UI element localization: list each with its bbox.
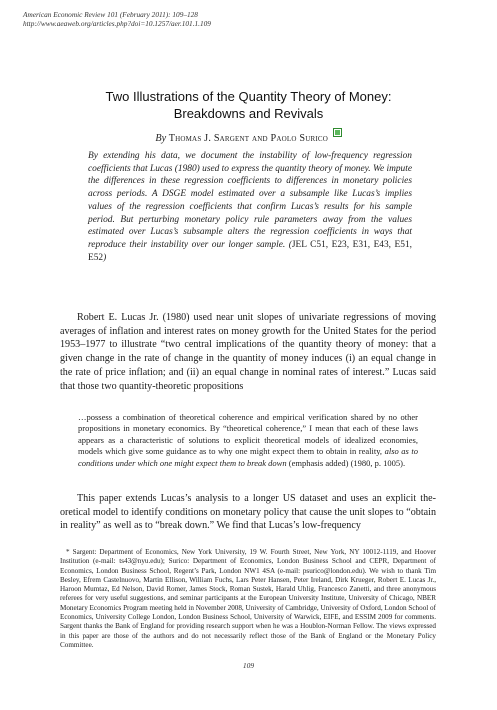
page-number: 109 (242, 661, 255, 670)
quote-citation: (emphasis added) (1980, p. 1005). (286, 457, 406, 468)
journal-citation: American Economic Review 101 (February 2011): 109–128 (23, 10, 198, 19)
jel-codes: JEL C51, E23, E31, E43, E51, E52 (88, 239, 412, 263)
body-paragraph-2: This paper extends Lucas’s analysis to a longer US dataset and uses an explicit theoretical model to identify conditions on monetary policy that cause the unit slopes to “obtain in reality” as well as to “break down.” We find that Lucas’s low-frequency (60, 493, 436, 532)
quote-emphasis: also as to conditions under which one might expect them to break down (78, 446, 419, 468)
block-quote (78, 412, 418, 469)
quote-text: …possess a combination of theoretical coherence and empirical verification shared by no other propositions in monetary economics. By “theoretical coherence,” I mean that each of these laws appears as a characteristic of solutions to explicit theoretical models of idealized economies, models which give some guidance as to why one might expect them to obtain in reality, (78, 412, 418, 457)
body-paragraph-1: Robert E. Lucas Jr. (1980) used near unit slopes of univariate regressions of moving averages of inflation and interest rates on money growth for the United States for the period 1953–1977 to illustrate “two central implications of the quantity theory of money: that a given change in the rate of change in the quantity of money induces (i) an equal change in the rate of price inflation; and (ii) an equal change in nominal rates of interest.” Lucas said that those two quantity-theoretic propositions (60, 312, 436, 392)
abstract-text: By extending his data, we document the instability of low-frequency regression coefficients that Lucas (1980) used to express the quantity theory of money. We impute the differences in these regression coefficients to differences in monetary policies across periods. A DSGE model estimated over a subsample like Lucas’s implies values of the regression coefficients that confirm Lucas’s results for his sample period. But perturbing monetary policy rule parameters away from the values estimated over Lucas’s subsample alters the regression coefficients in ways that reproduce their instability over our longer sample. ( (88, 151, 412, 250)
title-line-2: Breakdowns and Revivals (173, 106, 324, 121)
title-line-1: Two Illustrations of the Quantity Theory of Money: (105, 89, 392, 104)
doi-link[interactable]: http://www.aeaweb.org/articles.php?doi=10.1257/aer.101.1.109 (23, 19, 211, 28)
author-names: Thomas J. Sargent and Paolo Surico (168, 133, 329, 144)
author-footnote: * Sargent: Department of Economics, New York University, 19 W. Fourth Street, New York, NY 10012-1119, and Hoover Institution (e-mail: ts43@nyu.edu); Surico: Department of Economics, London Business School and CEPR, Department of Economics, London Business School, Regent’s Park, London NW1 4SA (e-mail: psurico@london.edu). We wish to thank Tim Besley, Efrem Castelnuovo, Martin Ellison, William Fuchs, Lars Peter Hansen, Peter Ireland, Dirk Krueger, Robert E. Lucas Jr., Haroon Mumtaz, Ed Nelson, David Romer, James Stock, Roman Sustek, Harald Uhlig, Francesco Zanetti, and three anonymous referees for very useful suggestions, and seminar participants at the European University Institute, University of Chicago, NBER Monetary Economics Program meeting held in November 2008, University of Cambridge, University of Oxford, London School of Economics, University College London, London Business School, University of Warwick, EIFE, and ESSIM 2009 for comments. Sargent thanks the Bank of England for providing research support when he was a Houblon-Norman Fellow. The views expressed in this paper are those of the authors and do not necessarily reflect those of the Bank of England or the Monetary Policy Committee. (60, 548, 436, 649)
article-title (0, 88, 497, 122)
byline (0, 128, 497, 145)
author-footnote-link-icon[interactable] (333, 128, 342, 137)
abstract (88, 150, 412, 264)
journal-header (23, 10, 383, 28)
byline-by: By (155, 133, 167, 144)
abstract-close: ) (103, 252, 107, 263)
